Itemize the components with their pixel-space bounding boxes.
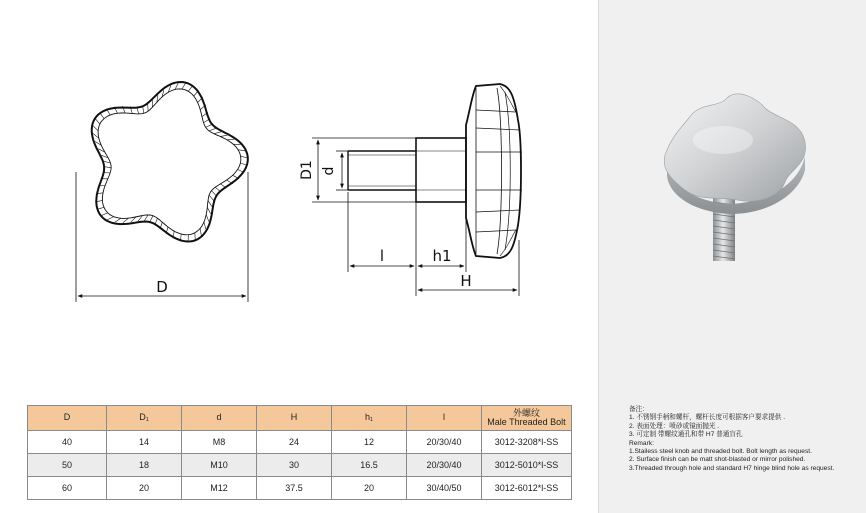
knurl-hatch-line: [215, 187, 220, 192]
cell: 50: [28, 454, 107, 477]
header-D1: D₁: [107, 406, 182, 431]
knurl-hatch-line: [209, 128, 216, 131]
header-l: l: [407, 406, 482, 431]
knurl-hatch-line: [101, 213, 108, 216]
cell: M10: [182, 454, 257, 477]
cell: 12: [332, 431, 407, 454]
remarks-title-en: Remark:: [629, 439, 654, 447]
dimension-l-h1-H: [348, 192, 519, 296]
knurl-hatch-line: [238, 150, 245, 151]
cell: M12: [182, 477, 257, 500]
knurl-hatch-line: [194, 91, 199, 97]
label-d: d: [321, 166, 337, 176]
header-bolt-en: Male Threaded Bolt: [487, 417, 566, 427]
cell: 60: [28, 477, 107, 500]
dimension-d: [336, 151, 348, 190]
knurl-hatch-line: [144, 215, 148, 221]
knurl-hatch-line: [175, 83, 178, 90]
header-bolt-cn: 外螺纹: [512, 407, 540, 418]
cell: 30/40/50: [407, 477, 482, 500]
table-row: [28, 431, 572, 454]
cell: 40: [28, 431, 107, 454]
knurl-hatch-line: [214, 132, 221, 134]
header-h1: h₁: [332, 406, 407, 431]
remarks-title-cn: 备注：: [629, 406, 649, 413]
product-panel: [598, 0, 866, 513]
table-row: [28, 477, 572, 500]
spec-table: [27, 405, 572, 500]
knurl-hatch-line: [206, 215, 209, 222]
table-header-row: [28, 406, 572, 431]
label-h1: h1: [432, 247, 452, 265]
knurl-hatch-line: [143, 106, 144, 113]
knob-side-view: [348, 84, 522, 258]
knurl-hatch-line: [204, 222, 206, 229]
cell: 37.5: [257, 477, 332, 500]
cell: M8: [182, 431, 257, 454]
knob-front-view: [92, 82, 248, 242]
knurl-hatch-line: [220, 135, 227, 136]
knurl-hatch-line: [207, 207, 210, 214]
product-photo-knob: [661, 90, 811, 270]
knurl-hatch-line: [200, 228, 201, 235]
knurl-hatch-line: [93, 126, 98, 131]
label-D1: D1: [299, 160, 315, 180]
remarks-block: [629, 406, 865, 473]
knurl-hatch-line: [182, 83, 186, 89]
label-D: D: [156, 278, 168, 296]
remarks-en-2: 2. Surface finish can be matt shot-blasted or mirror polished.: [629, 456, 806, 464]
knurl-hatch-line: [195, 233, 196, 240]
remarks-en-1: 1.Stailess steel knob and threaded bolt. Bolt length as request.: [629, 448, 812, 456]
knurl-hatch-line: [206, 124, 213, 127]
header-d: d: [182, 406, 257, 431]
cell: 3012-3208*l-SS: [482, 431, 572, 454]
knurl-hatch-line: [209, 195, 214, 201]
knurl-hatch-line: [104, 161, 111, 163]
header-H: H: [257, 406, 332, 431]
remarks-cn-3: 3. 可定制 带螺纹通孔和带 H7 普通盲孔: [629, 431, 743, 439]
label-H: H: [460, 272, 472, 290]
cell: 16.5: [332, 454, 407, 477]
cell: 3012-6012*l-SS: [482, 477, 572, 500]
cell: 20: [107, 477, 182, 500]
knurl-hatch-line: [221, 184, 227, 188]
cell: 14: [107, 431, 182, 454]
cell: 18: [107, 454, 182, 477]
remarks-cn-1: 1. 不锈钢手柄和螺杆，螺杆长度可根据客户要求提供 .: [629, 414, 786, 422]
label-l: l: [379, 247, 385, 265]
knurl-hatch-line: [188, 85, 193, 91]
remarks-cn-2: 2. 表面处理：喷砂或镜面抛光 .: [629, 422, 720, 430]
knurl-hatch-line: [211, 191, 216, 196]
knurl-hatch-line: [208, 201, 212, 207]
knurl-hatch-line: [107, 217, 114, 220]
header-male-threaded-bolt: [482, 406, 572, 431]
cell: 3012-5010*l-SS: [482, 454, 572, 477]
knurl-hatch-line: [115, 218, 121, 222]
knurl-hatch-line: [150, 216, 153, 222]
remarks-en-3: 3.Threaded through hole and standard H7 hinge blind hole as request.: [629, 464, 835, 472]
header-D: D: [28, 406, 107, 431]
cell: 20/30/40: [407, 454, 482, 477]
cell: 30: [257, 454, 332, 477]
cell: 24: [257, 431, 332, 454]
cell: 20: [332, 477, 407, 500]
knurl-hatch-line: [95, 118, 100, 124]
knurl-hatch-line: [100, 113, 104, 119]
table-row: [28, 454, 572, 477]
cell: 20/30/40: [407, 431, 482, 454]
